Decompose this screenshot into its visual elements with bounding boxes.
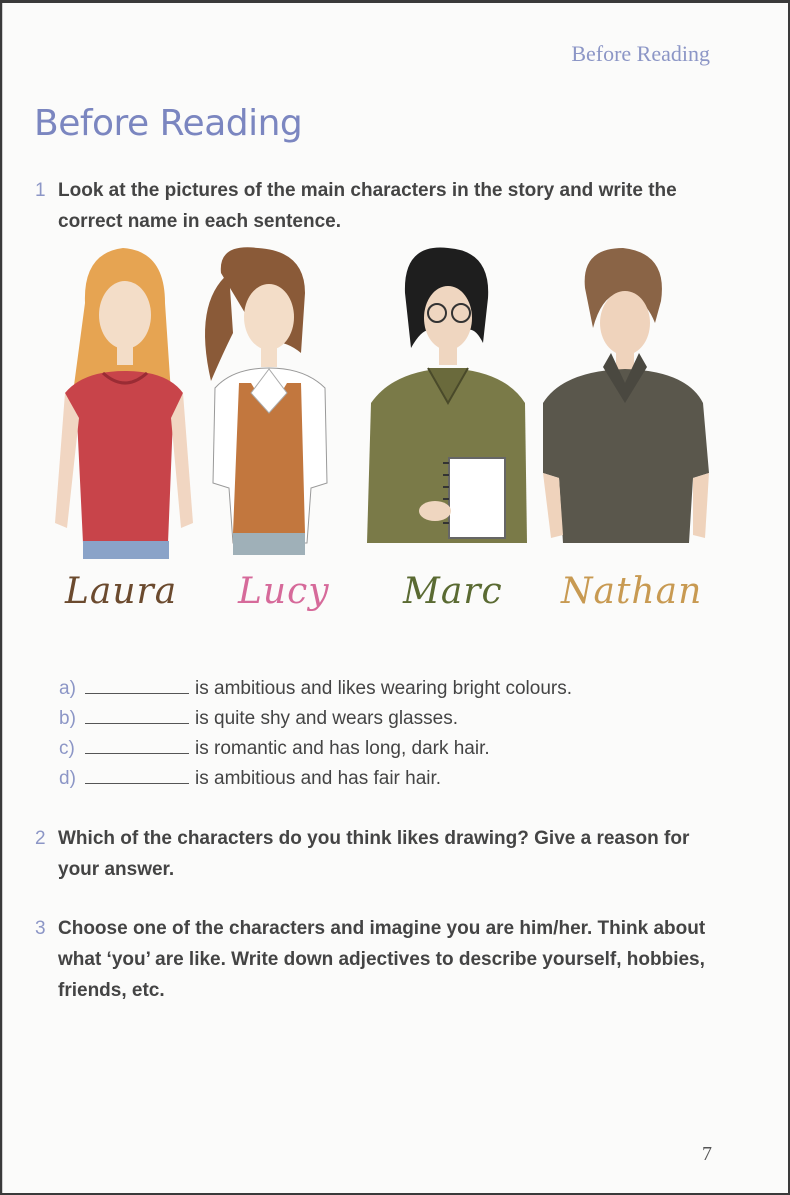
answer-blank [85, 766, 189, 784]
name-nathan: Nathan [561, 571, 703, 612]
lucy-illustration [205, 247, 327, 555]
book-page [2, 3, 788, 1193]
sentence-a [59, 674, 572, 704]
answer-blank [85, 706, 189, 724]
laura-illustration [55, 248, 193, 559]
marc-illustration [367, 248, 527, 543]
sentence-d [59, 764, 572, 794]
sentence-letter: d) [59, 768, 76, 789]
name-laura: Laura [65, 571, 178, 612]
sentence-text: is ambitious and has fair hair. [195, 768, 442, 789]
sentence-text: is quite shy and wears glasses. [195, 708, 458, 729]
question-text: Choose one of the characters and imagine you are him/her. Think about what ‘you’ are like. Write down adjectives to describe yourself, hobbies, friends, etc. [58, 918, 706, 1001]
answer-blank [85, 676, 189, 694]
sentence-text: is romantic and has long, dark hair. [195, 738, 490, 759]
page-number: 7 [702, 1143, 712, 1165]
sentence-b [59, 704, 572, 734]
running-head: Before Reading [571, 41, 710, 66]
page-title: Before Reading [34, 103, 303, 144]
nathan-illustration [543, 248, 709, 543]
question-text: Which of the characters do you think likes drawing? Give a reason for your answer. [58, 828, 690, 880]
sentence-letter: c) [59, 738, 75, 759]
question-number: 2 [35, 828, 46, 849]
character-illustrations [43, 243, 723, 563]
sentence-c [59, 734, 572, 764]
question-1 [35, 175, 725, 237]
question-text: Look at the pictures of the main characters in the story and write the correct name in each sentence. [58, 180, 677, 232]
fill-in-sentences [59, 674, 572, 794]
name-lucy: Lucy [238, 571, 330, 612]
question-2 [35, 823, 725, 885]
question-number: 3 [35, 918, 46, 939]
character-names [43, 571, 723, 641]
character-illustration-svg [43, 243, 723, 563]
question-3 [35, 913, 725, 1006]
question-number: 1 [35, 180, 46, 201]
answer-blank [85, 736, 189, 754]
sentence-letter: a) [59, 678, 76, 699]
sentence-letter: b) [59, 708, 76, 729]
name-marc: Marc [403, 571, 503, 612]
sentence-text: is ambitious and likes wearing bright colours. [195, 678, 573, 699]
